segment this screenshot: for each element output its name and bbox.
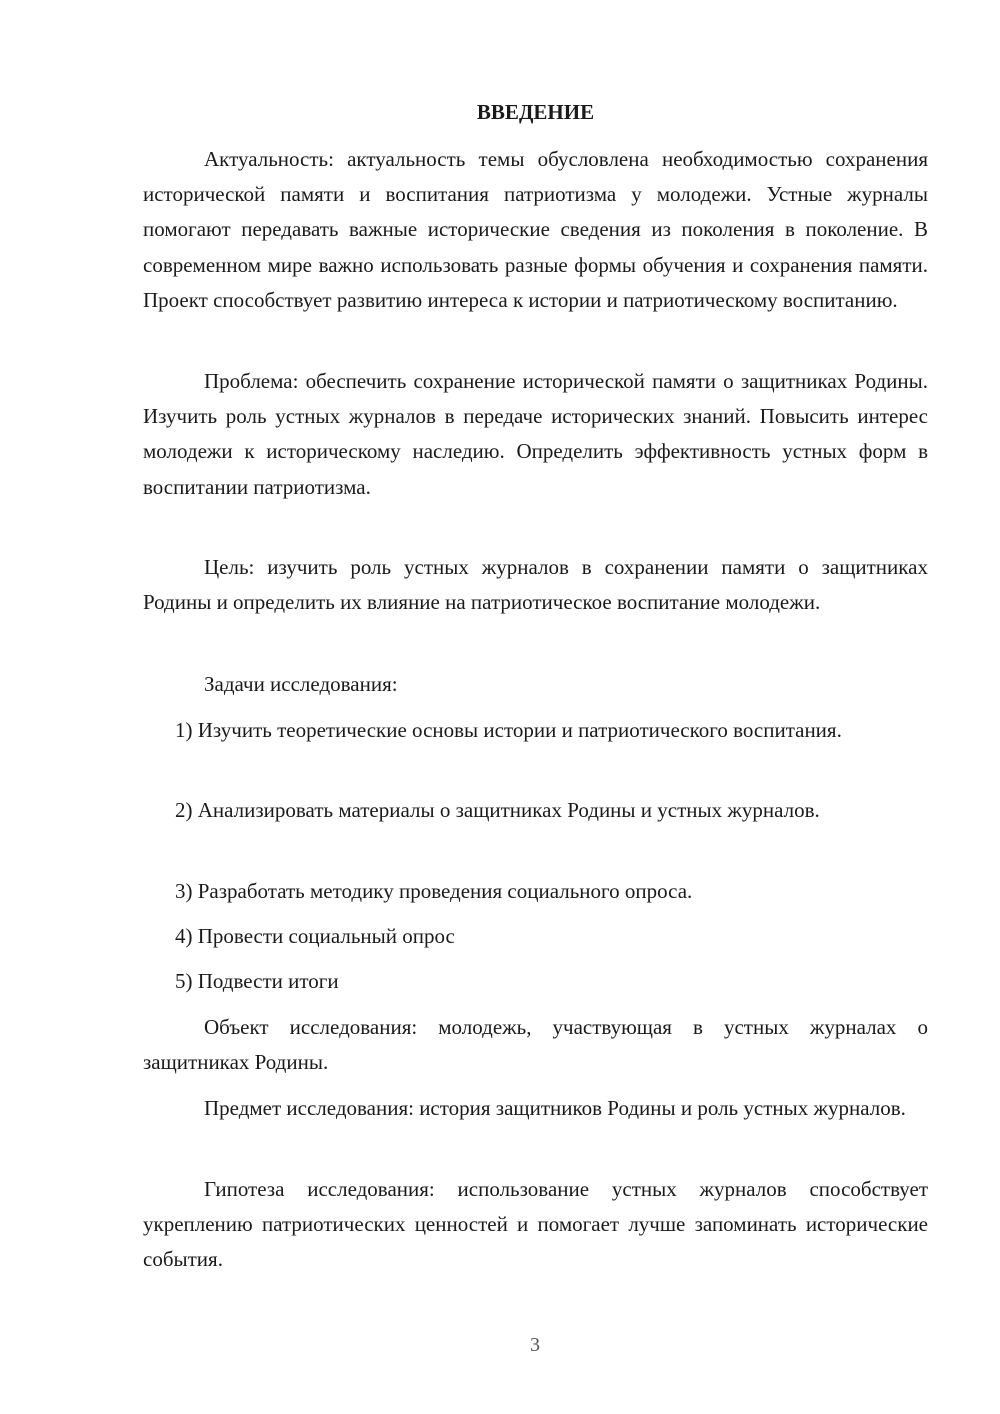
paragraph-tasks-heading: Задачи исследования: bbox=[204, 672, 398, 696]
paragraph-hypothesis: Гипотеза исследования: использование устных журналов способствует укреплению патриотических ценностей и помогает лучше запоминать исторические события. bbox=[143, 1177, 928, 1272]
task-item-1: 1) Изучить теоретические основы истории и патриотического воспитания. bbox=[175, 718, 842, 742]
paragraph-relevance: Актуальность: актуальность темы обусловлена необходимостью сохранения исторической памяти и воспитания патриотизма у молодежи. Устные журналы помогают передавать важные исторические сведения из поколения в поколение. В современном мире важно использовать разные формы обучения и сохранения памяти. Проект способствует развитию интереса к истории и патриотическому воспитанию. bbox=[143, 147, 928, 312]
task-item-4: 4) Провести социальный опрос bbox=[175, 924, 455, 948]
paragraph-object: Объект исследования: молодежь, участвующая в устных журналах о защитниках Родины. bbox=[143, 1015, 928, 1075]
task-item-3: 3) Разработать методику проведения социального опроса. bbox=[175, 879, 693, 903]
task-item-5: 5) Подвести итоги bbox=[175, 969, 339, 993]
section-title: ВВЕДЕНИЕ bbox=[476, 100, 595, 124]
paragraph-problem: Проблема: обеспечить сохранение исторической памяти о защитниках Родины. Изучить роль устных журналов в передаче исторических знаний. Повысить интерес молодежи к историческому наследию. Определить эффективность устных форм в воспитании патриотизма. bbox=[143, 369, 928, 499]
task-item-2: 2) Анализировать материалы о защитниках Родины и устных журналов. bbox=[175, 798, 820, 822]
page-number: 3 bbox=[530, 1334, 540, 1356]
paragraph-subject: Предмет исследования: история защитников Родины и роль устных журналов. bbox=[204, 1096, 906, 1120]
paragraph-goal: Цель: изучить роль устных журналов в сохранении памяти о защитниках Родины и определить их влияние на патриотическое воспитание молодежи. bbox=[143, 555, 928, 615]
